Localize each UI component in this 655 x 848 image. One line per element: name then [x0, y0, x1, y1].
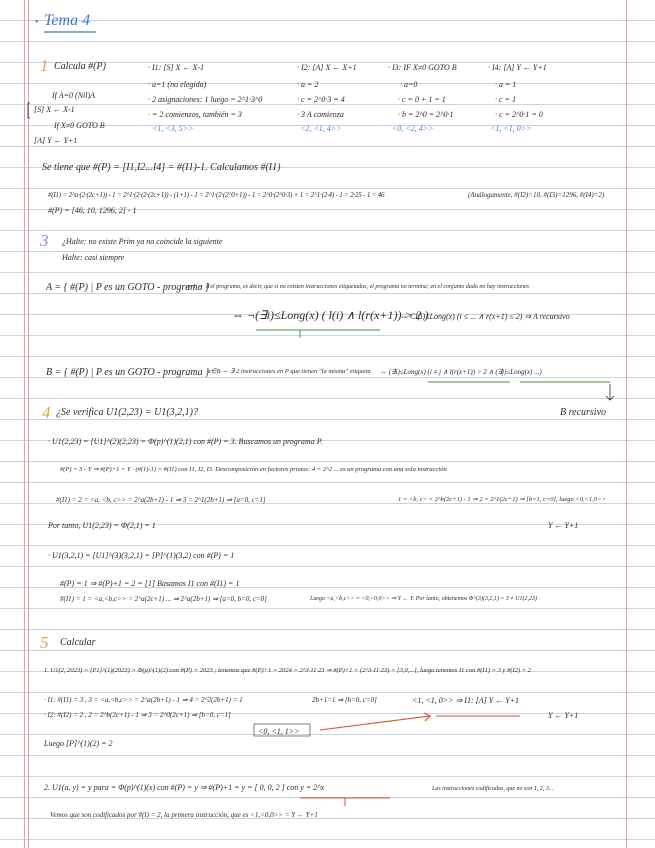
page-title: Tema 4	[44, 12, 91, 29]
s5-item-1: 1. U1(2, 2023) = [P1]^(1)(2023) = Φ(p)^(1)(2) con #(P) = 2023 ; tenemos que #(P)+1 = 2024 = 2^3·11·23 ⇒ #(P)+1 = (2^3·11·23) = [3,0,...], luego tenemos I1 con #(I1) = 3 y #(I2) = 2	[44, 667, 531, 674]
s1-col4-line-2: · c = 1	[495, 95, 516, 104]
s1-col1-line-2: · 2 asignaciones: 1 luego = 2^1·3^0	[148, 95, 263, 104]
s3-partB-formula: ⇔ (∃i)≤Long(x) (i ≠ j ∧ l(r(x+1)) > 2 ∧ (∃j)≤Long(x) ...)	[380, 368, 542, 376]
s1-eq1-note: (Análogamente, #(I2)=10, #(I3)=1296, #(I4)=2)	[468, 191, 605, 199]
s5-item-1-i1: · I1: #(I1) = 3 , 3 = <a,<b,c>> = 2^a(2b+1) - 1 ⇒ 4 = 2^2(2b+1) = 1	[44, 696, 243, 704]
s3-partA-note: a=1 ⇔ ∃ el programa, es decir, que si no existen instrucciones etiquetadas, el programa no termina; en el conjunto dado no hay instrucciones	[186, 284, 530, 290]
s5-item-2: 2. U1(a, y) = y para = Φ(p)^(1)(x) con #(P) = y ⇒ #(P)+1 = y = [ 0, 0, 2 ] con y = 2^x	[44, 783, 325, 792]
s1-col3-link: <0, <2, 4>>	[392, 124, 434, 133]
s1-left-line-1: If A=0 (Nil)A	[52, 91, 96, 100]
s5-heading: Calcular	[60, 637, 96, 648]
s3-line-2: Halte: casi siempre	[62, 253, 125, 262]
s4-bullet-1-right: 1 = <b, c> = 2^b(2c+1) - 1 ⇒ 2 = 2^1(2c+1) ⇒ [b=1, c=0], luego <0,<1,0>>	[398, 496, 606, 503]
s1-col4-line-1: · a = 1	[495, 80, 517, 89]
s1-col1-line-3: · = 2 comienzos, también = 3	[148, 110, 242, 119]
s5-box-bracket	[254, 724, 310, 736]
s1-col4-line-0: · I4: [A] Y ← Y+1	[488, 63, 547, 72]
s5-item-1-i2-box: <0, <1, 1>>	[258, 727, 300, 736]
s1-col2-line-1: · a = 2	[297, 80, 319, 89]
brace-s1-left	[28, 103, 30, 118]
s4-bullet-1-conclusion: Por tanto, U1(2,23) = Φ(2,1) = 1	[48, 521, 156, 530]
s1-eq2: #(P) = [46, 10, 1296, 2] - 1	[48, 206, 137, 215]
s3-partA-formula: ⇔ ¬(∃i)≤Long(x) ( l(i) ∧ l(r(x+1)) > 2 )	[232, 308, 429, 322]
s4-bullet-1-eq: #(I1) = 2 = <a, <b, c>> = 2^a(2b+1) - 1 ⇒ 3 = 2^1(2b+1) ⇒ [a=0, c=1]	[56, 496, 266, 504]
s1-col2-link: <2, <1, 4>>	[300, 124, 342, 133]
s5-red-underline-2	[300, 798, 390, 806]
s3-line-1: ¿Halte: no existe Prim ya no coincide la siguiente	[62, 237, 223, 246]
s4-bullet-1: · U1(2,23) = [U1]^(2)(2,23) = Φ(p)^(1)(2,1) con #(P) = 3. Buscamos un programa P.	[48, 437, 323, 446]
s4-bullet-2-eq: #(I1) = 1 = <a,<b,c>> = 2^a(2c+1) ... ⇒ 2^a(2b+1) ⇒ [a=0, b=0, c=0]	[60, 595, 267, 603]
s1-left-line-4: [A] Y ← Y+1	[34, 136, 78, 145]
section-5-number: 5	[40, 633, 49, 652]
s5-item-1-i1-result: <1, <1, 0>> ⇒ I1: [A] Y ← Y+1	[412, 696, 520, 705]
s1-given: Se tiene que #(P) = [I1,I2...I4] = #(I1)-1. Calculamos #(I1)	[42, 162, 281, 173]
s4-bullet-2: · U1(3,2,1) = [U1]^(3)(3,2,1) = [P]^(1)(3,2) con #(P) = 1	[48, 551, 235, 560]
s3-partB-note: x∈B ⇔ ∃ 2 instrucciones en P que tienen "la misma" etiqueta	[208, 368, 371, 375]
s1-col4-line-3: · c = 2^0·1 = 0	[495, 110, 543, 119]
s4-bullet-1-instruction: Y ← Y+1	[548, 521, 579, 530]
s3-partA-label: A = { #(P) | P es un GOTO - programa }	[46, 282, 209, 293]
s1-col3-line-3: · b = 2^0 = 2^0·1	[398, 110, 454, 119]
s5-red-arrow	[320, 713, 430, 730]
s5-item-2-tail: Vemos que son codificados por #(I) = 2, la primera instrucción, que es <1,<0,0>> = Y ← Y+1	[50, 811, 318, 819]
s1-eq1: #(I1) = 2^a·(2·(2c+1)) - 1 = 2^1·(2·(2·(2c+1)) - (1+1) - 1 = 2^1·(2·(2^0+1)) - 1 = 2^0·(2^0·3) + 1 = 2^1·(2·4) - 1 = 2·25 - 1 = 46	[48, 191, 385, 199]
s1-col3-line-1: · a=0	[400, 80, 418, 89]
s5-item-1-i1-mid: 2b+1=1 ⇒ [b=0, c=0]	[312, 696, 377, 704]
s1-left-line-3: If X≠0 GOTO B	[54, 121, 105, 130]
s1-col2-line-2: · c = 2^0·3 = 4	[297, 95, 345, 104]
s1-col1-line-1: · a=1 (no elegida)	[148, 80, 207, 89]
s4-bullet-2-detail: #(P) = 1 ⇒ #(P)+1 = 2 = [1] Basamos I1 con #(I1) = 1	[60, 579, 240, 588]
s3-partA-rhs: ⇔ Cl(i)≤Long(x) (i ≤ ... ∧ r(x+1) ≤ 2) ⇒ A recursivo	[400, 312, 570, 321]
s4-bullet-2-note: Luego <a,<b,c>> = <0,<0,0>> ⇒ Y ← Y. Por tanto, obtenemos Φ^(3)(3,2,1) = 3 ≠ U1(2,23)	[310, 596, 538, 602]
s1-col4-link: <1, <1, 0>>	[490, 124, 532, 133]
section-4-number: 4	[42, 403, 51, 422]
s3-arrow-down	[606, 384, 614, 400]
section-3-number: 3	[40, 231, 49, 250]
s1-left-line-2: [S] X ← X-1	[34, 105, 75, 114]
s1-col3-line-2: · c = 0 + 1 = 1	[398, 95, 446, 104]
s5-item-1-conclusion: Luego [P]^(1)(2) = 2	[44, 739, 113, 748]
s4-bullet-1-detail: #(P) = 3 - Y ⇒ #(P)+1 = Y · (#(1)-1) = #(I1) con I1, I2, I3. Descomposición en factores primos: 4 = 2^2 ... es un programa con una sola instrucción	[60, 466, 447, 473]
s1-col1-line-0: · I1: [S] X ← X-1	[148, 63, 204, 72]
s5-item-1-i2: · I2: #(I2) = 2 , 2 = 2^b(2c+1) - 1 ⇒ 3 = 2^0(2c+1) ⇒ [b=0, c=1]	[44, 711, 231, 719]
s1-col2-line-3: · 3 A comienza	[297, 110, 344, 119]
s1-col3-line-0: · I3: IF X≠0 GOTO B	[388, 63, 457, 72]
s3-partB-result: B recursivo	[560, 407, 607, 418]
s5-item-1-i2-result: Y ← Y+1	[548, 711, 579, 720]
s1-left-line-0: Calcula #(P)	[54, 61, 106, 72]
section-1-number: 1	[40, 56, 49, 75]
s1-col1-link: <1, <3, 5>>	[152, 124, 194, 133]
s3-partB-label: B = { #(P) | P es un GOTO - programa }	[46, 367, 210, 378]
s4-question: ¿Se verifica U1(2,23) = U1(3,2,1)?	[56, 407, 198, 418]
title-bullet: •	[35, 17, 39, 28]
s5-item-2-note: Las instrucciones codificadas, que no son 1, 2, 3...	[432, 786, 554, 792]
s1-col2-line-0: · I2: [A] X ← X+1	[297, 63, 357, 72]
